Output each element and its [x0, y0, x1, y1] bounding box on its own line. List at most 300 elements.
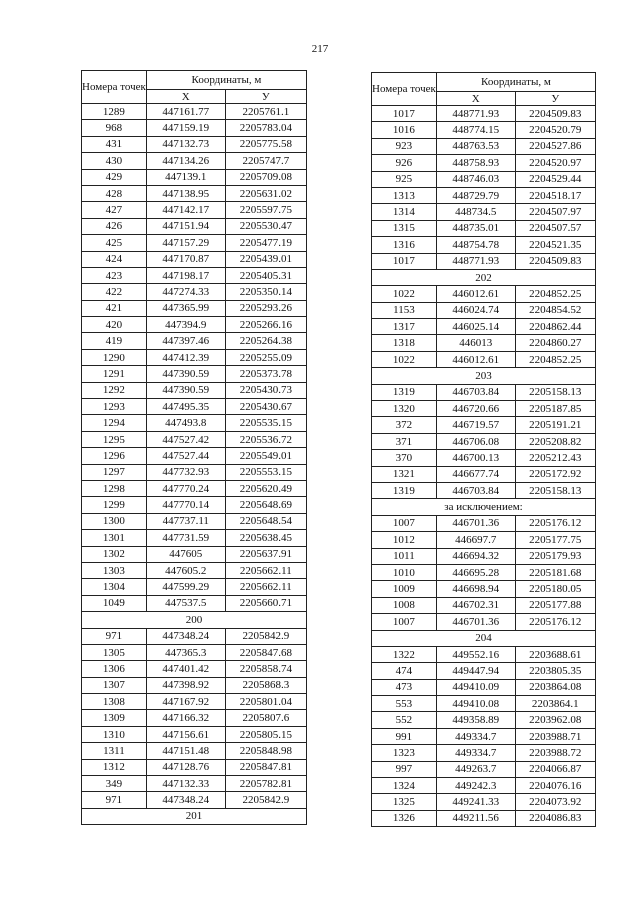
x-coordinate-cell: 449334.7: [436, 728, 515, 744]
x-coordinate-cell: 446702.31: [436, 597, 515, 613]
y-coordinate-cell: 2205549.01: [225, 448, 306, 464]
point-number-cell: 1308: [82, 694, 147, 710]
x-coordinate-cell: 446701.36: [436, 614, 515, 630]
table-row: [82, 644, 307, 660]
x-coordinate-cell: 447138.95: [146, 185, 225, 201]
y-coordinate-cell: 2205208.82: [515, 433, 595, 449]
x-coordinate-cell: 447157.29: [146, 235, 225, 251]
x-coordinate-cell: 446701.36: [436, 515, 515, 531]
table-row: [82, 513, 307, 529]
y-coordinate-cell: 2205535.15: [225, 415, 306, 431]
point-number-cell: 422: [82, 284, 147, 300]
table-row: [82, 366, 307, 382]
point-number-cell: 1022: [372, 286, 437, 302]
coordinates-header: Координаты, м: [146, 71, 306, 90]
y-coordinate-cell: 2203962.08: [515, 712, 595, 728]
point-number-cell: 1313: [372, 187, 437, 203]
table-row: [82, 743, 307, 759]
table-row: [82, 104, 307, 120]
point-number-cell: 1290: [82, 349, 147, 365]
y-coordinate-cell: 2205430.73: [225, 382, 306, 398]
point-number-cell: 923: [372, 138, 437, 154]
point-number-cell: 1049: [82, 595, 147, 611]
point-number-cell: 1295: [82, 431, 147, 447]
x-coordinate-cell: 448758.93: [436, 155, 515, 171]
point-number-cell: 424: [82, 251, 147, 267]
y-coordinate-cell: 2204852.25: [515, 286, 595, 302]
x-coordinate-cell: 447348.24: [146, 792, 225, 808]
table-row: [82, 546, 307, 562]
table-row: [82, 415, 307, 431]
x-coordinate-cell: 447732.93: [146, 464, 225, 480]
x-coordinate-cell: 447394.9: [146, 317, 225, 333]
x-header: X: [436, 92, 515, 106]
point-number-cell: 1317: [372, 319, 437, 335]
point-number-cell: 1294: [82, 415, 147, 431]
y-coordinate-cell: 2205638.45: [225, 530, 306, 546]
point-number-cell: 1022: [372, 351, 437, 367]
point-number-header: Номера точек: [82, 71, 147, 104]
point-number-cell: 1311: [82, 743, 147, 759]
point-number-cell: 1325: [372, 794, 437, 810]
x-header: X: [146, 90, 225, 104]
y-coordinate-cell: 2204076.16: [515, 778, 595, 794]
page-number: 217: [311, 43, 329, 55]
y-coordinate-cell: 2205597.75: [225, 202, 306, 218]
x-coordinate-cell: 447128.76: [146, 759, 225, 775]
point-number-cell: 1307: [82, 677, 147, 693]
x-coordinate-cell: 448771.93: [436, 106, 515, 122]
table-row: [372, 696, 596, 712]
point-number-cell: 1312: [82, 759, 147, 775]
table-row: [372, 728, 596, 744]
y-coordinate-cell: 2203805.35: [515, 663, 595, 679]
y-coordinate-cell: 2205187.85: [515, 401, 595, 417]
x-coordinate-cell: 447493.8: [146, 415, 225, 431]
x-coordinate-cell: 446703.84: [436, 384, 515, 400]
point-number-cell: 1320: [372, 401, 437, 417]
section-row: [372, 269, 596, 285]
x-coordinate-cell: 447139.1: [146, 169, 225, 185]
y-coordinate-cell: 2205553.15: [225, 464, 306, 480]
point-number-cell: 1304: [82, 579, 147, 595]
y-coordinate-cell: 2205373.78: [225, 366, 306, 382]
x-coordinate-cell: 447599.29: [146, 579, 225, 595]
y-coordinate-cell: 2204518.17: [515, 187, 595, 203]
x-coordinate-cell: 449241.33: [436, 794, 515, 810]
y-coordinate-cell: 2205430.67: [225, 399, 306, 415]
table-row: [372, 401, 596, 417]
table-row: [372, 515, 596, 531]
x-coordinate-cell: 447142.17: [146, 202, 225, 218]
x-coordinate-cell: 447274.33: [146, 284, 225, 300]
table-row: [82, 661, 307, 677]
x-coordinate-cell: 448774.15: [436, 122, 515, 138]
x-coordinate-cell: 446719.57: [436, 417, 515, 433]
table-row: [82, 218, 307, 234]
x-coordinate-cell: 446703.84: [436, 482, 515, 498]
table-row: [82, 497, 307, 513]
point-number-cell: 1318: [372, 335, 437, 351]
y-coordinate-cell: 2205747.7: [225, 153, 306, 169]
x-coordinate-cell: 448735.01: [436, 220, 515, 236]
point-number-cell: 1011: [372, 548, 437, 564]
point-number-cell: 370: [372, 450, 437, 466]
x-coordinate-cell: 448771.93: [436, 253, 515, 269]
point-number-cell: 1306: [82, 661, 147, 677]
table-row: [82, 694, 307, 710]
point-number-cell: 1153: [372, 302, 437, 318]
x-coordinate-cell: 447161.77: [146, 104, 225, 120]
x-coordinate-cell: 447132.33: [146, 776, 225, 792]
x-coordinate-cell: 447166.32: [146, 710, 225, 726]
point-number-cell: 971: [82, 792, 147, 808]
x-coordinate-cell: 447151.94: [146, 218, 225, 234]
table-row: [82, 185, 307, 201]
point-number-cell: 423: [82, 267, 147, 283]
table-row: [372, 302, 596, 318]
section-label: 200: [82, 612, 307, 628]
table-row: [372, 187, 596, 203]
y-coordinate-cell: 2204086.83: [515, 810, 595, 826]
table-row: [372, 466, 596, 482]
table-row: [372, 433, 596, 449]
x-coordinate-cell: 447151.48: [146, 743, 225, 759]
point-number-cell: 1293: [82, 399, 147, 415]
y-coordinate-cell: 2205180.05: [515, 581, 595, 597]
section-label: 201: [82, 808, 307, 824]
x-coordinate-cell: 448754.78: [436, 237, 515, 253]
point-number-cell: 971: [82, 628, 147, 644]
y-coordinate-cell: 2205255.09: [225, 349, 306, 365]
x-coordinate-cell: 447167.92: [146, 694, 225, 710]
point-number-cell: 997: [372, 761, 437, 777]
y-coordinate-cell: 2205801.04: [225, 694, 306, 710]
y-coordinate-cell: 2205620.49: [225, 480, 306, 496]
table-row: [82, 399, 307, 415]
table-row: [372, 761, 596, 777]
x-coordinate-cell: 448763.53: [436, 138, 515, 154]
x-coordinate-cell: 447198.17: [146, 267, 225, 283]
y-coordinate-cell: 2205648.69: [225, 497, 306, 513]
table-row: [82, 579, 307, 595]
y-coordinate-cell: 2204066.87: [515, 761, 595, 777]
table-row: [82, 759, 307, 775]
point-number-cell: 1301: [82, 530, 147, 546]
table-row: [82, 317, 307, 333]
point-number-cell: 431: [82, 136, 147, 152]
y-coordinate-cell: 2204520.79: [515, 122, 595, 138]
y-coordinate-cell: 2205530.47: [225, 218, 306, 234]
y-coordinate-cell: 2204852.25: [515, 351, 595, 367]
table-row: [372, 171, 596, 187]
y-coordinate-cell: 2204529.44: [515, 171, 595, 187]
table-row: [372, 712, 596, 728]
point-number-cell: 372: [372, 417, 437, 433]
x-coordinate-cell: 446720.66: [436, 401, 515, 417]
x-coordinate-cell: 449410.08: [436, 696, 515, 712]
y-coordinate-cell: 2205158.13: [515, 482, 595, 498]
table-row: [82, 349, 307, 365]
table-row: [372, 106, 596, 122]
point-number-cell: 1300: [82, 513, 147, 529]
y-coordinate-cell: 2204860.27: [515, 335, 595, 351]
point-number-cell: 1292: [82, 382, 147, 398]
header-row: [372, 73, 596, 92]
y-coordinate-cell: 2205172.92: [515, 466, 595, 482]
section-label: 204: [372, 630, 596, 646]
x-coordinate-cell: 447401.42: [146, 661, 225, 677]
table-row: [82, 448, 307, 464]
point-number-cell: 1296: [82, 448, 147, 464]
x-coordinate-cell: 446677.74: [436, 466, 515, 482]
y-coordinate-cell: 2204507.97: [515, 204, 595, 220]
y-coordinate-cell: 2205783.04: [225, 120, 306, 136]
point-number-cell: 1322: [372, 646, 437, 662]
point-number-cell: 1009: [372, 581, 437, 597]
table-row: [82, 333, 307, 349]
x-coordinate-cell: 447731.59: [146, 530, 225, 546]
y-coordinate-cell: 2203988.72: [515, 745, 595, 761]
x-coordinate-cell: 447348.24: [146, 628, 225, 644]
y-coordinate-cell: 2204073.92: [515, 794, 595, 810]
point-number-cell: 419: [82, 333, 147, 349]
table-row: [82, 530, 307, 546]
table-row: [372, 319, 596, 335]
coordinates-table-left: [81, 70, 307, 825]
y-coordinate-cell: 2205405.31: [225, 267, 306, 283]
table-row: [82, 153, 307, 169]
y-coordinate-cell: 2205477.19: [225, 235, 306, 251]
table-row: [82, 710, 307, 726]
table-row: [372, 286, 596, 302]
y-coordinate-cell: 2205761.1: [225, 104, 306, 120]
table-body-left: [82, 71, 307, 825]
table-row: [372, 351, 596, 367]
y-coordinate-cell: 2205637.91: [225, 546, 306, 562]
point-number-cell: 371: [372, 433, 437, 449]
point-number-cell: 1016: [372, 122, 437, 138]
table-row: [372, 253, 596, 269]
point-number-cell: 1302: [82, 546, 147, 562]
table-row: [82, 562, 307, 578]
x-coordinate-cell: 447132.73: [146, 136, 225, 152]
y-coordinate-cell: 2205807.6: [225, 710, 306, 726]
point-number-cell: 429: [82, 169, 147, 185]
table-row: [82, 382, 307, 398]
x-coordinate-cell: 446012.61: [436, 351, 515, 367]
point-number-cell: 420: [82, 317, 147, 333]
y-coordinate-cell: 2205177.75: [515, 532, 595, 548]
y-coordinate-cell: 2205179.93: [515, 548, 595, 564]
table-row: [372, 450, 596, 466]
y-coordinate-cell: 2205266.16: [225, 317, 306, 333]
header-row: [82, 71, 307, 90]
table-row: [82, 677, 307, 693]
point-number-cell: 1315: [372, 220, 437, 236]
section-row: [372, 368, 596, 384]
point-number-cell: 1007: [372, 515, 437, 531]
section-row: [82, 808, 307, 824]
table-row: [82, 120, 307, 136]
y-coordinate-cell: 2205648.54: [225, 513, 306, 529]
table-row: [372, 335, 596, 351]
table-row: [82, 726, 307, 742]
point-number-cell: 428: [82, 185, 147, 201]
table-row: [82, 628, 307, 644]
point-number-cell: 553: [372, 696, 437, 712]
x-coordinate-cell: 447412.39: [146, 349, 225, 365]
point-number-cell: 473: [372, 679, 437, 695]
x-coordinate-cell: 447365.99: [146, 300, 225, 316]
x-coordinate-cell: 449334.7: [436, 745, 515, 761]
y-coordinate-cell: 2205848.98: [225, 743, 306, 759]
table-row: [372, 778, 596, 794]
table-row: [82, 300, 307, 316]
table-body-right: [372, 73, 596, 827]
point-number-cell: 1291: [82, 366, 147, 382]
point-number-cell: 925: [372, 171, 437, 187]
x-coordinate-cell: 447527.44: [146, 448, 225, 464]
x-coordinate-cell: 446697.7: [436, 532, 515, 548]
point-number-cell: 1289: [82, 104, 147, 120]
x-coordinate-cell: 449211.56: [436, 810, 515, 826]
y-coordinate-cell: 2205805.15: [225, 726, 306, 742]
x-coordinate-cell: 449358.89: [436, 712, 515, 728]
y-coordinate-cell: 2204520.97: [515, 155, 595, 171]
table-row: [372, 810, 596, 826]
x-coordinate-cell: 446706.08: [436, 433, 515, 449]
y-coordinate-cell: 2205176.12: [515, 515, 595, 531]
y-coordinate-cell: 2205439.01: [225, 251, 306, 267]
table-row: [82, 284, 307, 300]
point-number-cell: 1321: [372, 466, 437, 482]
x-coordinate-cell: 446698.94: [436, 581, 515, 597]
y-coordinate-cell: 2205842.9: [225, 628, 306, 644]
point-number-cell: 1319: [372, 482, 437, 498]
y-coordinate-cell: 2205842.9: [225, 792, 306, 808]
point-number-cell: 968: [82, 120, 147, 136]
coordinates-table-right: [371, 72, 596, 827]
x-coordinate-cell: 447605.2: [146, 562, 225, 578]
section-label: за исключением:: [372, 499, 596, 515]
table-row: [82, 251, 307, 267]
y-coordinate-cell: 2203688.61: [515, 646, 595, 662]
x-coordinate-cell: 447170.87: [146, 251, 225, 267]
x-coordinate-cell: 448729.79: [436, 187, 515, 203]
point-number-cell: 1017: [372, 253, 437, 269]
y-coordinate-cell: 2205176.12: [515, 614, 595, 630]
y-coordinate-cell: 2205293.26: [225, 300, 306, 316]
table-row: [372, 220, 596, 236]
point-number-cell: 1316: [372, 237, 437, 253]
table-row: [372, 597, 596, 613]
x-coordinate-cell: 449242.3: [436, 778, 515, 794]
y-coordinate-cell: 2205847.81: [225, 759, 306, 775]
table-row: [82, 169, 307, 185]
x-coordinate-cell: 446694.32: [436, 548, 515, 564]
y-coordinate-cell: 2205158.13: [515, 384, 595, 400]
point-number-cell: 1305: [82, 644, 147, 660]
point-number-cell: 1314: [372, 204, 437, 220]
point-number-cell: 1324: [372, 778, 437, 794]
y-coordinate-cell: 2205177.88: [515, 597, 595, 613]
y-coordinate-cell: 2204527.86: [515, 138, 595, 154]
table-row: [372, 614, 596, 630]
section-label: 202: [372, 269, 596, 285]
table-row: [372, 663, 596, 679]
table-row: [372, 417, 596, 433]
x-coordinate-cell: 447770.14: [146, 497, 225, 513]
point-number-cell: 991: [372, 728, 437, 744]
point-number-cell: 1309: [82, 710, 147, 726]
y-coordinate-cell: 2205662.11: [225, 579, 306, 595]
point-number-header: Номера точек: [372, 73, 437, 106]
point-number-cell: 1008: [372, 597, 437, 613]
table-row: [82, 235, 307, 251]
table-row: [372, 384, 596, 400]
y-coordinate-cell: 2203988.71: [515, 728, 595, 744]
x-coordinate-cell: 447134.26: [146, 153, 225, 169]
table-row: [372, 204, 596, 220]
point-number-cell: 1326: [372, 810, 437, 826]
table-row: [372, 794, 596, 810]
table-row: [372, 548, 596, 564]
table-row: [82, 136, 307, 152]
x-coordinate-cell: 447365.3: [146, 644, 225, 660]
point-number-cell: 1299: [82, 497, 147, 513]
x-coordinate-cell: 447390.59: [146, 382, 225, 398]
table-row: [82, 464, 307, 480]
section-label: 203: [372, 368, 596, 384]
x-coordinate-cell: 447397.46: [146, 333, 225, 349]
table-row: [372, 237, 596, 253]
y-coordinate-cell: 2204507.57: [515, 220, 595, 236]
table-row: [82, 776, 307, 792]
y-header: У: [225, 90, 306, 104]
y-coordinate-cell: 2205191.21: [515, 417, 595, 433]
x-coordinate-cell: 447770.24: [146, 480, 225, 496]
y-coordinate-cell: 2205536.72: [225, 431, 306, 447]
y-coordinate-cell: 2204862.44: [515, 319, 595, 335]
y-coordinate-cell: 2205264.38: [225, 333, 306, 349]
point-number-cell: 1303: [82, 562, 147, 578]
point-number-cell: 1323: [372, 745, 437, 761]
y-header: У: [515, 92, 595, 106]
point-number-cell: 1310: [82, 726, 147, 742]
x-coordinate-cell: 447495.35: [146, 399, 225, 415]
y-coordinate-cell: 2205181.68: [515, 564, 595, 580]
point-number-cell: 552: [372, 712, 437, 728]
y-coordinate-cell: 2205709.08: [225, 169, 306, 185]
table-row: [82, 595, 307, 611]
point-number-cell: 474: [372, 663, 437, 679]
x-coordinate-cell: 449263.7: [436, 761, 515, 777]
x-coordinate-cell: 446695.28: [436, 564, 515, 580]
table-row: [372, 138, 596, 154]
table-row: [372, 564, 596, 580]
x-coordinate-cell: 446700.13: [436, 450, 515, 466]
x-coordinate-cell: 449447.94: [436, 663, 515, 679]
table-row: [82, 267, 307, 283]
x-coordinate-cell: 447156.61: [146, 726, 225, 742]
x-coordinate-cell: 447398.92: [146, 677, 225, 693]
point-number-cell: 1017: [372, 106, 437, 122]
y-coordinate-cell: 2204854.52: [515, 302, 595, 318]
y-coordinate-cell: 2204509.83: [515, 106, 595, 122]
point-number-cell: 926: [372, 155, 437, 171]
table-row: [372, 155, 596, 171]
